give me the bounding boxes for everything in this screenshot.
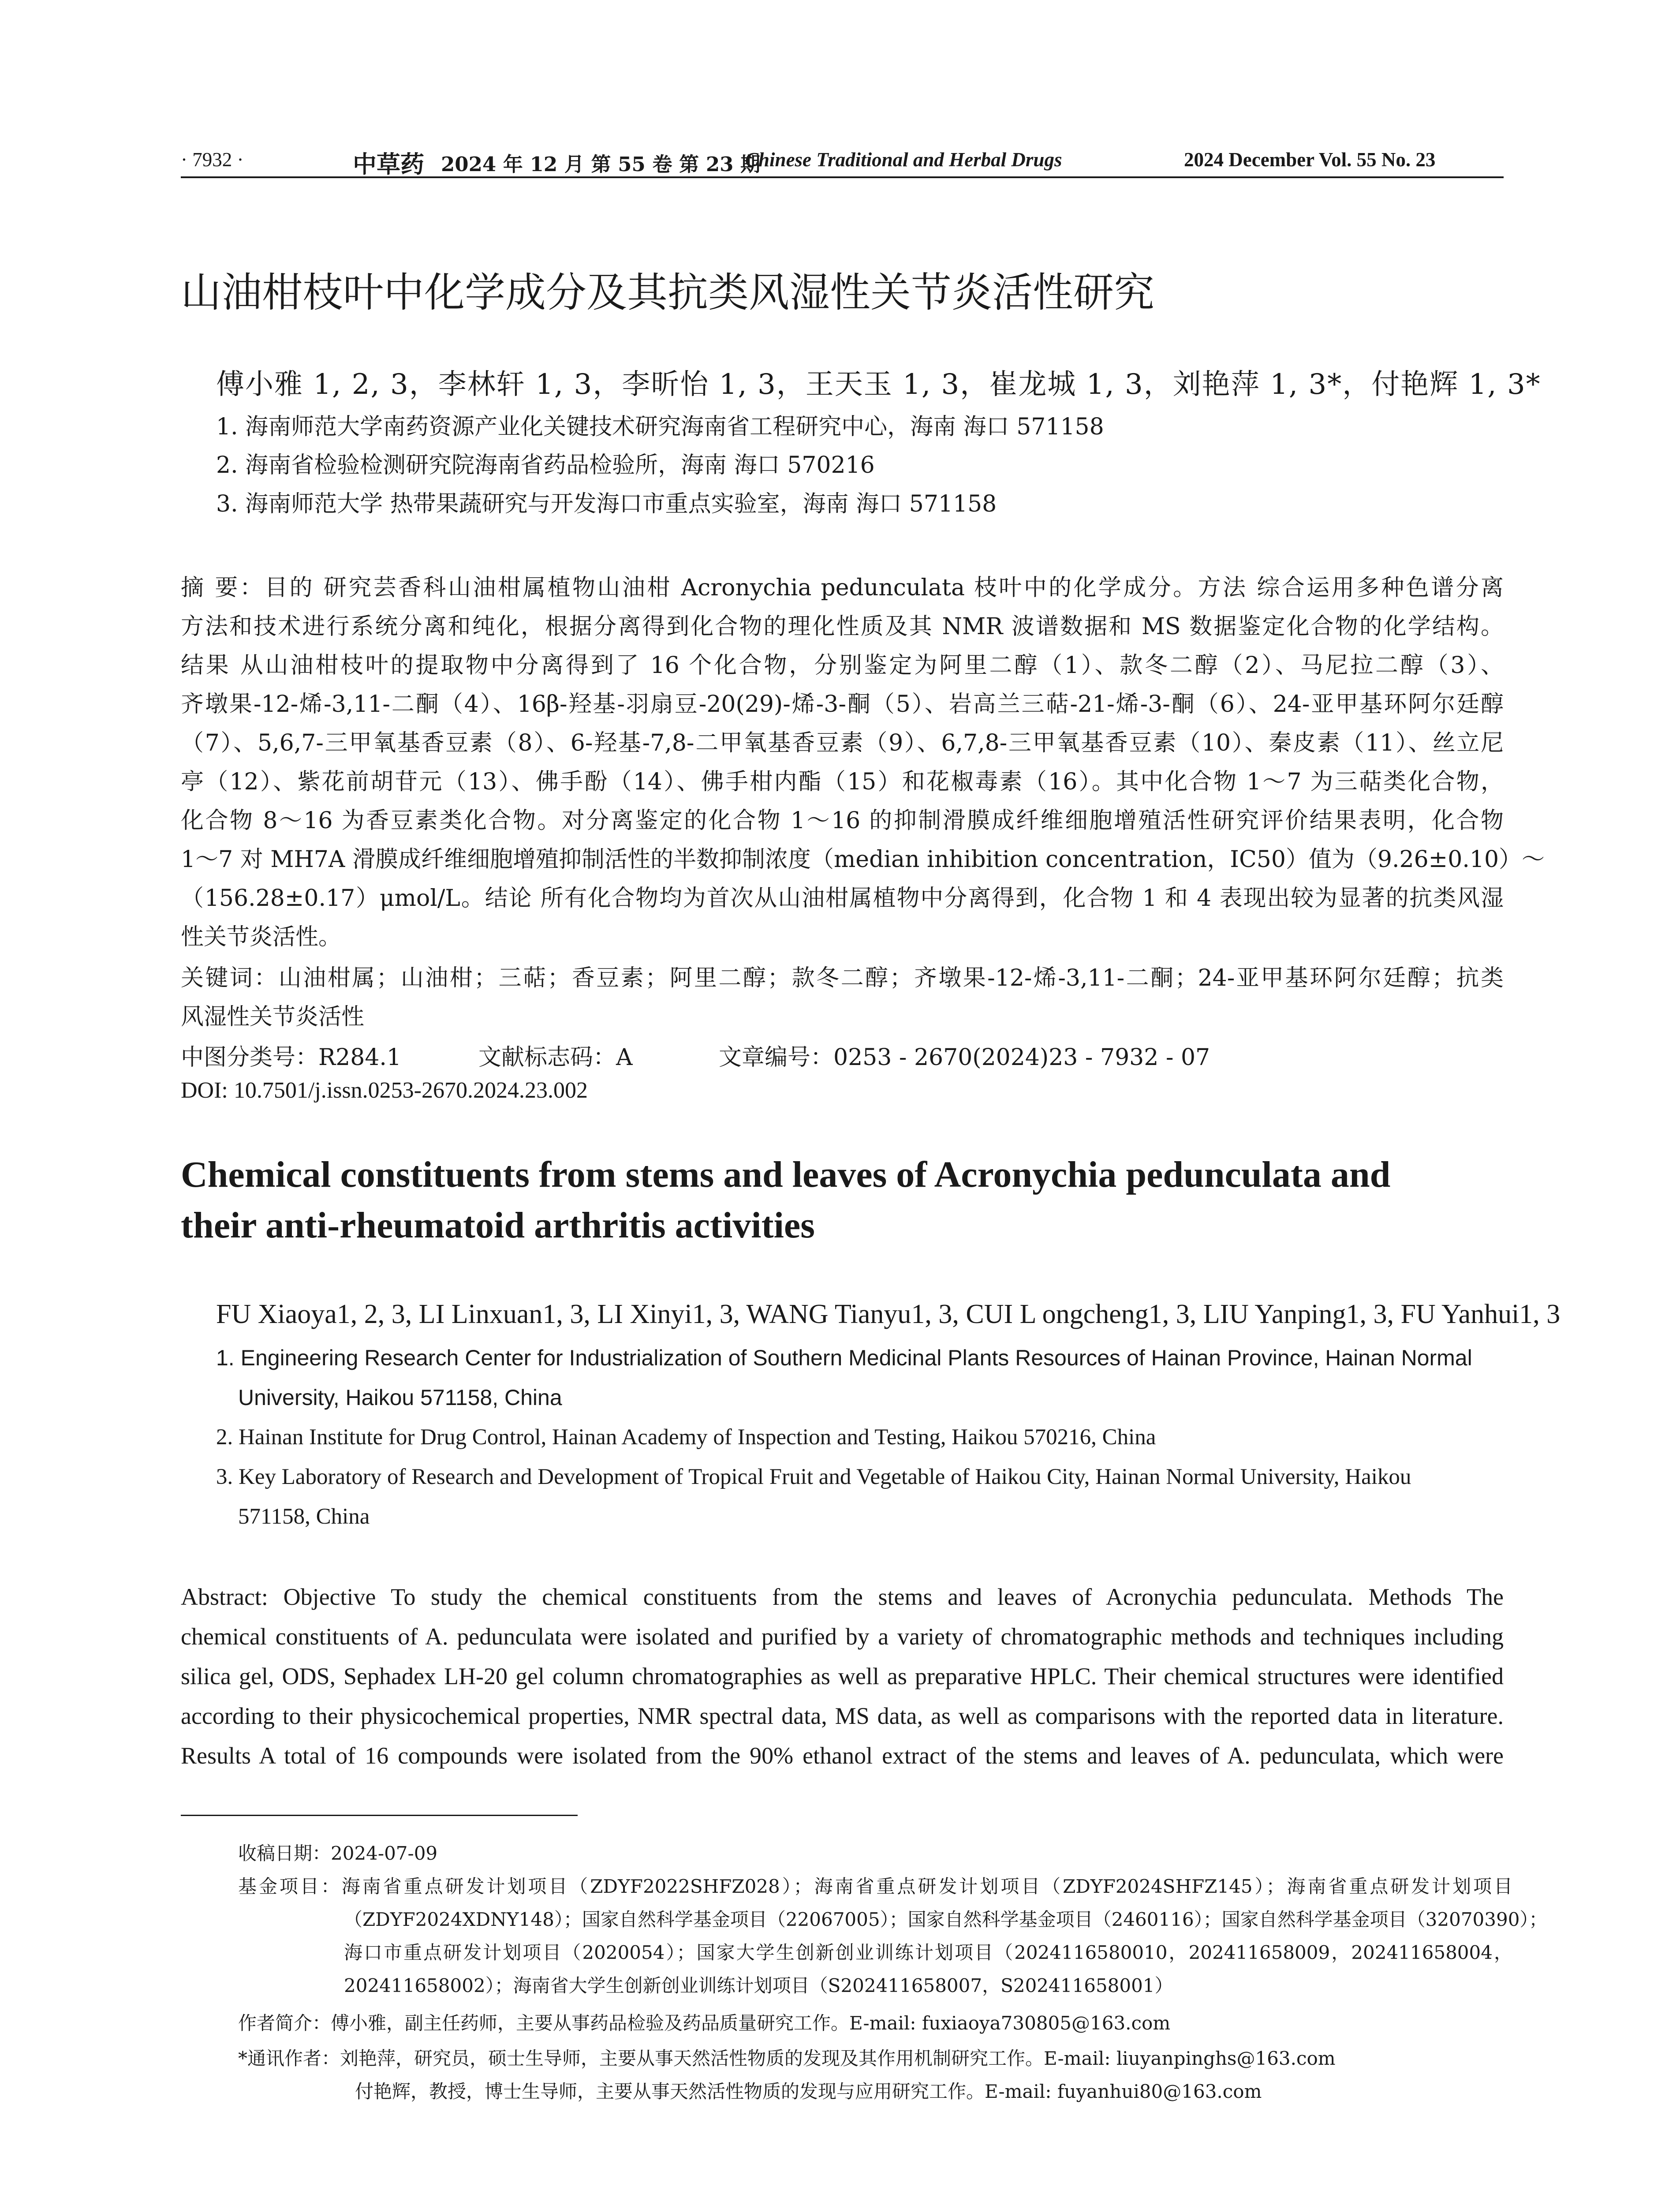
issue-en: 2024 December Vol. 55 No. 23	[1184, 149, 1436, 171]
cn-affiliation-1: 1. 海南师范大学南药资源产业化关键技术研究海南省工程研究中心，海南 海口 571158	[216, 414, 1104, 440]
cn-abstract-line: 方法和技术进行系统分离和纯化，根据分离得到化合物的理化性质及其 NMR 波谱数据和 MS 数据鉴定化合物的化学结构。	[181, 613, 1504, 640]
page-number: · 7932 ·	[181, 149, 244, 171]
corresponding-author-2: 付艳辉，教授，博士生导师，主要从事天然活性物质的发现与应用研究工作。E-mail: fuyanhui80@163.com	[355, 2081, 1262, 2102]
cn-abstract-line: 性关节炎活性。	[181, 924, 342, 950]
cn-abstract-line: 摘 要：目的 研究芸香科山油柑属植物山油柑 Acronychia pedunculata 枝叶中的化学成分。方法 综合运用多种色谱分离	[181, 575, 1504, 601]
corresponding-author-1: *通讯作者：刘艳萍，研究员，硕士生导师，主要从事天然活性物质的发现及其作用机制研究工作。E-mail: liuyanpinghs@163.com	[238, 2048, 1336, 2069]
cn-affiliation-3: 3. 海南师范大学 热带果蔬研究与开发海口市重点实验室，海南 海口 571158	[216, 491, 997, 517]
en-authors: FU Xiaoya1, 2, 3, LI Linxuan1, 3, LI Xinyi1, 3, WANG Tianyu1, 3, CUI L ongcheng1, 3, LIU Yanping1, 3, FU Yanhui1, 3	[216, 1299, 1561, 1329]
cn-title: 山油柑枝叶中化学成分及其抗类风湿性关节炎活性研究	[181, 270, 1155, 315]
document-code: 文献标志码：A	[478, 1044, 633, 1071]
en-abstract-line: according to their physicochemical properties, NMR spectral data, MS data, as well as comparisons with the reported data in literature.	[181, 1703, 1504, 1729]
en-affiliation-3a: 3. Key Laboratory of Research and Development of Tropical Fruit and Vegetable of Haikou City, Hainan Normal University, Haikou	[216, 1465, 1411, 1489]
en-abstract-line: chemical constituents of A. pedunculata were isolated and purified by a variety of chromatographic methods and techniques including	[181, 1623, 1504, 1650]
funding-line: （ZDYF2024XDNY148）；国家自然科学基金项目（22067005）；国家自然科学基金项目（2460116）；国家自然科学基金项目（32070390）；	[344, 1909, 1548, 1930]
cn-keywords-line: 风湿性关节炎活性	[181, 1004, 365, 1030]
header-rule	[181, 176, 1504, 178]
cn-abstract-line: 齐墩果-12-烯-3,11-二酮（4）、16β-羟基-羽扇豆-20(29)-烯-3-酮（5）、岩高兰三萜-21-烯-3-酮（6）、24-亚甲基环阿尔廷醇	[181, 691, 1504, 718]
author-bio: 作者简介：傅小雅，副主任药师，主要从事药品检验及药品质量研究工作。E-mail: fuxiaoya730805@163.com	[238, 2012, 1171, 2034]
cn-abstract-line: 结果 从山油柑枝叶的提取物中分离得到了 16 个化合物，分别鉴定为阿里二醇（1）、款冬二醇（2）、马尼拉二醇（3）、	[181, 652, 1504, 679]
funding-line: 基金项目：海南省重点研发计划项目（ZDYF2022SHFZ028）；海南省重点研发计划项目（ZDYF2024SHFZ145）；海南省重点研发计划项目	[238, 1876, 1512, 1897]
en-affiliation-2: 2. Hainan Institute for Drug Control, Hainan Academy of Inspection and Testing, Haikou 570216, China	[216, 1425, 1156, 1450]
en-abstract-line: silica gel, ODS, Sephadex LH-20 gel column chromatographies as well as preparative HPLC. Their chemical structures were identified	[181, 1663, 1504, 1689]
cn-abstract-line: （7）、5,6,7-三甲氧基香豆素（8）、6-羟基-7,8-二甲氧基香豆素（9）、6,7,8-三甲氧基香豆素（10）、秦皮素（11）、丝立尼	[181, 730, 1504, 756]
en-title-line-2: their anti-rheumatoid arthritis activities	[181, 1205, 815, 1246]
funding-line: 海口市重点研发计划项目（2020054）；国家大学生创新创业训练计划项目（2024116580010，202411658009，202411658004，	[344, 1942, 1512, 1963]
received-date: 收稿日期：2024-07-09	[238, 1842, 438, 1864]
cn-abstract-line: 1～7 对 MH7A 滑膜成纤维细胞增殖抑制活性的半数抑制浓度（median inhibition concentration，IC50）值为（9.26±0.10）～	[181, 846, 1545, 873]
en-affiliation-3b: 571158, China	[238, 1504, 370, 1529]
clc-number: 中图分类号：R284.1	[181, 1044, 402, 1071]
cn-abstract-line: 化合物 8～16 为香豆素类化合物。对分离鉴定的化合物 1～16 的抑制滑膜成纤维细胞增殖活性研究评价结果表明，化合物	[181, 807, 1504, 834]
issue-cn: 2024 年 12 月 第 55 卷 第 23 期	[441, 153, 761, 176]
funding-line: 202411658002）；海南省大学生创新创业训练计划项目（S202411658007，S202411658001）	[344, 1975, 1173, 1996]
cn-abstract-line: 亭（12）、紫花前胡苷元（13）、佛手酚（14）、佛手柑内酯（15）和花椒毒素（16）。其中化合物 1～7 为三萜类化合物，	[181, 769, 1504, 795]
cn-abstract-line: （156.28±0.17）μmol/L。结论 所有化合物均为首次从山油柑属植物中分离得到，化合物 1 和 4 表现出较为显著的抗类风湿	[181, 885, 1504, 912]
article-number: 文章编号：0253 - 2670(2024)23 - 7932 - 07	[719, 1044, 1210, 1071]
en-abstract-line: Abstract: Objective To study the chemical constituents from the stems and leaves of Acronychia pedunculata. Methods The	[181, 1584, 1504, 1610]
cn-keywords-line: 关键词：山油柑属；山油柑；三萜；香豆素；阿里二醇；款冬二醇；齐墩果-12-烯-3,11-二酮；24-亚甲基环阿尔廷醇；抗类	[181, 965, 1504, 991]
en-title-line-1-source: Chemical constituents from stems and leaves of Acronychia pedunculata and	[181, 1154, 1391, 1195]
en-affiliation-1a: 1. Engineering Research Center for Industrialization of Southern Medicinal Plants Resources of Hainan Province, Hainan Normal	[216, 1345, 1472, 1370]
doi: DOI: 10.7501/j.issn.0253-2670.2024.23.002	[181, 1078, 588, 1103]
journal-name-cn: 中草药	[353, 150, 424, 178]
running-header	[181, 146, 1504, 185]
cn-authors: 傅小雅 1, 2, 3，李林轩 1, 3，李昕怡 1, 3，王天玉 1, 3，崔龙城 1, 3，刘艳萍 1, 3*，付艳辉 1, 3*	[216, 368, 1541, 401]
en-affiliation-1b: University, Haikou 571158, China	[238, 1385, 562, 1410]
journal-name-en: Chinese Traditional and Herbal Drugs	[745, 149, 1062, 171]
cn-affiliation-2: 2. 海南省检验检测研究院海南省药品检验所，海南 海口 570216	[216, 452, 875, 478]
footnote-rule	[181, 1815, 578, 1816]
en-abstract-line: Results A total of 16 compounds were isolated from the 90% ethanol extract of the stems and leaves of A. pedunculata, which were	[181, 1742, 1504, 1769]
